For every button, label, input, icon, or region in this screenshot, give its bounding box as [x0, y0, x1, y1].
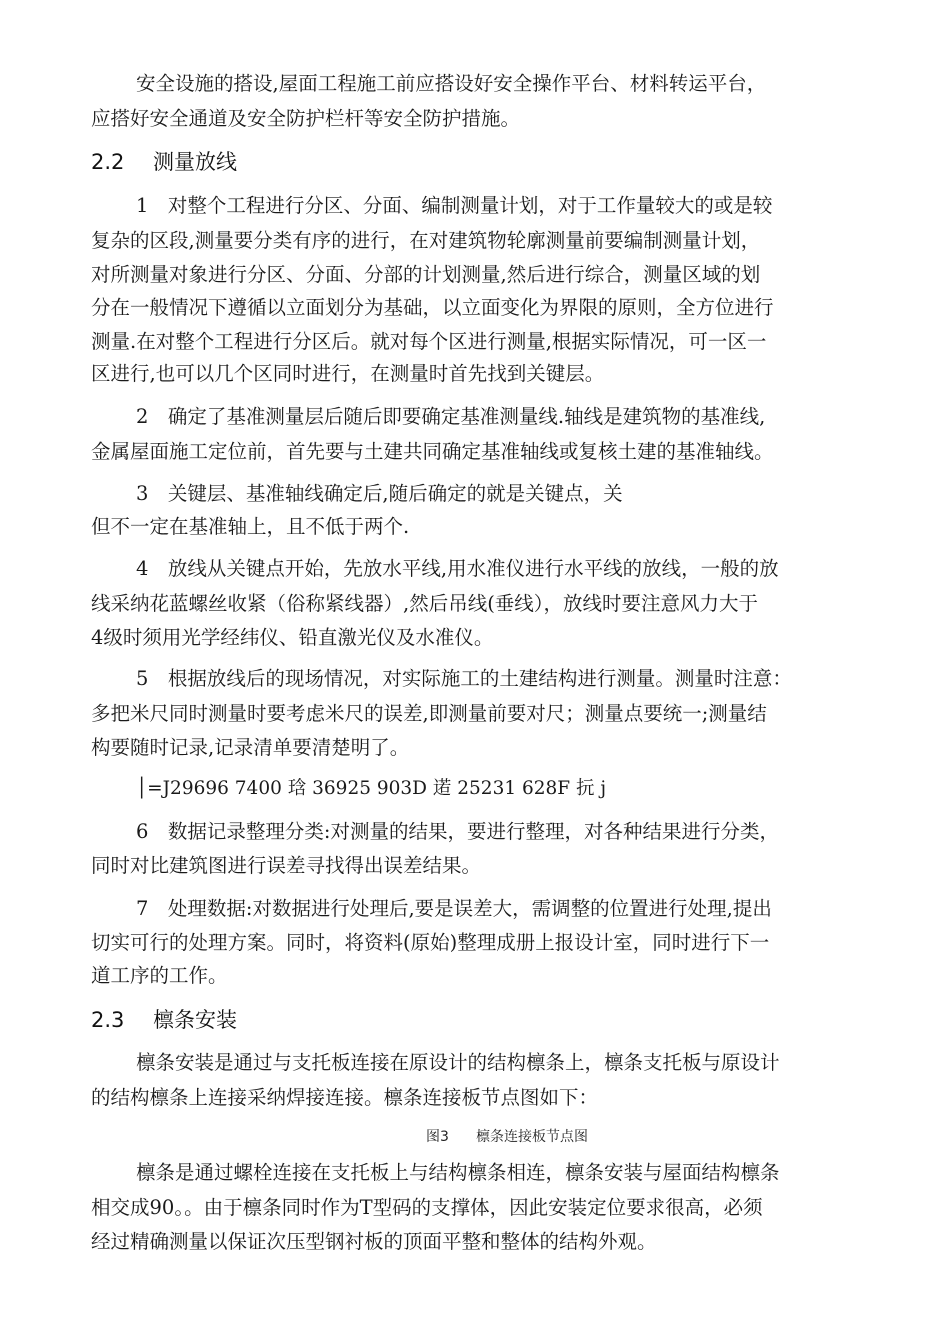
paragraph-line: 的结构檩条上连接采纳焊接连接。檩条连接板节点图如下：: [91, 1086, 599, 1109]
paragraph-line: 4 放线从关键点开始，先放水平线,用水准仪进行水平线的放线，一般的放: [136, 557, 779, 580]
paragraph-line: 6 数据记录整理分类:对测量的结果，要进行整理，对各种结果进行分类，: [136, 820, 779, 843]
section-number: 2.2: [91, 150, 125, 174]
paragraph-line: 1 对整个工程进行分区、分面、编制测量计划，对于工作量较大的或是较: [136, 194, 773, 217]
paragraph-line: 对所测量对象进行分区、分面、分部的计划测量,然后进行综合，测量区域的划: [91, 263, 761, 286]
section-heading-2-3: [91, 1004, 237, 1034]
figure-caption-text: 檩条连接板节点图: [476, 1129, 588, 1145]
figure-label: 图3: [426, 1129, 449, 1145]
paragraph-line: 相交成90。。由于檩条同时作为T型码的支撑体，因此安装定位要求很高，必须: [91, 1196, 763, 1219]
paragraph-line: 金属屋面施工定位前，首先要与土建共同确定基准轴线或复核土建的基准轴线。: [91, 440, 774, 463]
paragraph-line: 檩条安装是通过与支托板连接在原设计的结构檩条上，檩条支托板与原设计: [136, 1051, 780, 1074]
figure-caption: [426, 1126, 588, 1146]
paragraph-line: 7 处理数据:对数据进行处理后,要是误差大，需调整的位置进行处理,提出: [136, 897, 772, 920]
paragraph-line: 复杂的区段,测量要分类有序的进行，在对建筑物轮廓测量前要编制测量计划，: [91, 229, 761, 252]
paragraph-line: 经过精确测量以保证次压型钢衬板的顶面平整和整体的结构外观。: [91, 1230, 657, 1253]
paragraph-line: 线采纳花蓝螺丝收紧（俗称紧线器）,然后吊线(垂线），放线时要注意风力大于: [91, 592, 759, 615]
paragraph-line: 分在一般情况下遵循以立面划分为基础，以立面变化为界限的原则，全方位进行: [91, 296, 774, 319]
paragraph-line: 4级时须用光学经纬仪、铅直激光仪及水准仪。: [91, 626, 494, 649]
paragraph-line: 5 根据放线后的现场情况，对实际施工的土建结构进行测量。测量时注意：: [136, 667, 792, 690]
section-title: 檩条安装: [153, 1008, 237, 1032]
paragraph-line: 2 确定了基准测量层后随后即要确定基准测量线.轴线是建筑物的基准线,: [136, 405, 766, 428]
paragraph-line: 应搭好安全通道及安全防护栏杆等安全防护措施。: [91, 107, 521, 130]
paragraph-line: 多把米尺同时测量时要考虑米尺的误差,即测量前要对尺；测量点要统一;测量结: [91, 702, 767, 725]
garbled-code-line: │=J29696 7400 琀 36925 903D 逽 25231 628F 抏 j: [136, 778, 607, 799]
paragraph-line: 构要随时记录,记录清单要清楚明了。: [91, 736, 410, 759]
paragraph-line: 但不一定在基准轴上，且不低于两个.: [91, 515, 410, 538]
section-title: 测量放线: [153, 150, 237, 174]
paragraph-line: 道工序的工作。: [91, 964, 228, 987]
paragraph-line: 安全设施的搭设,屋面工程施工前应搭设好安全操作平台、材料转运平台，: [136, 72, 767, 95]
paragraph-line: 同时对比建筑图进行误差寻找得出误差结果。: [91, 854, 482, 877]
paragraph-line: 测量.在对整个工程进行分区后。就对每个区进行测量,根据实际情况，可一区一: [91, 330, 767, 353]
paragraph-line: 切实可行的处理方案。同时，将资料(原始)整理成册上报设计室，同时进行下一: [91, 931, 770, 954]
paragraph-line: 区进行,也可以几个区同时进行，在测量时首先找到关键层。: [91, 362, 605, 385]
section-heading-2-2: [91, 146, 237, 176]
paragraph-line: 檩条是通过螺栓连接在支托板上与结构檩条相连，檩条安装与屋面结构檩条: [136, 1161, 780, 1184]
section-number: 2.3: [91, 1008, 125, 1032]
paragraph-line-truncated: 3 关键层、基准轴线确定后,随后确定的就是关键点，关: [136, 482, 623, 505]
